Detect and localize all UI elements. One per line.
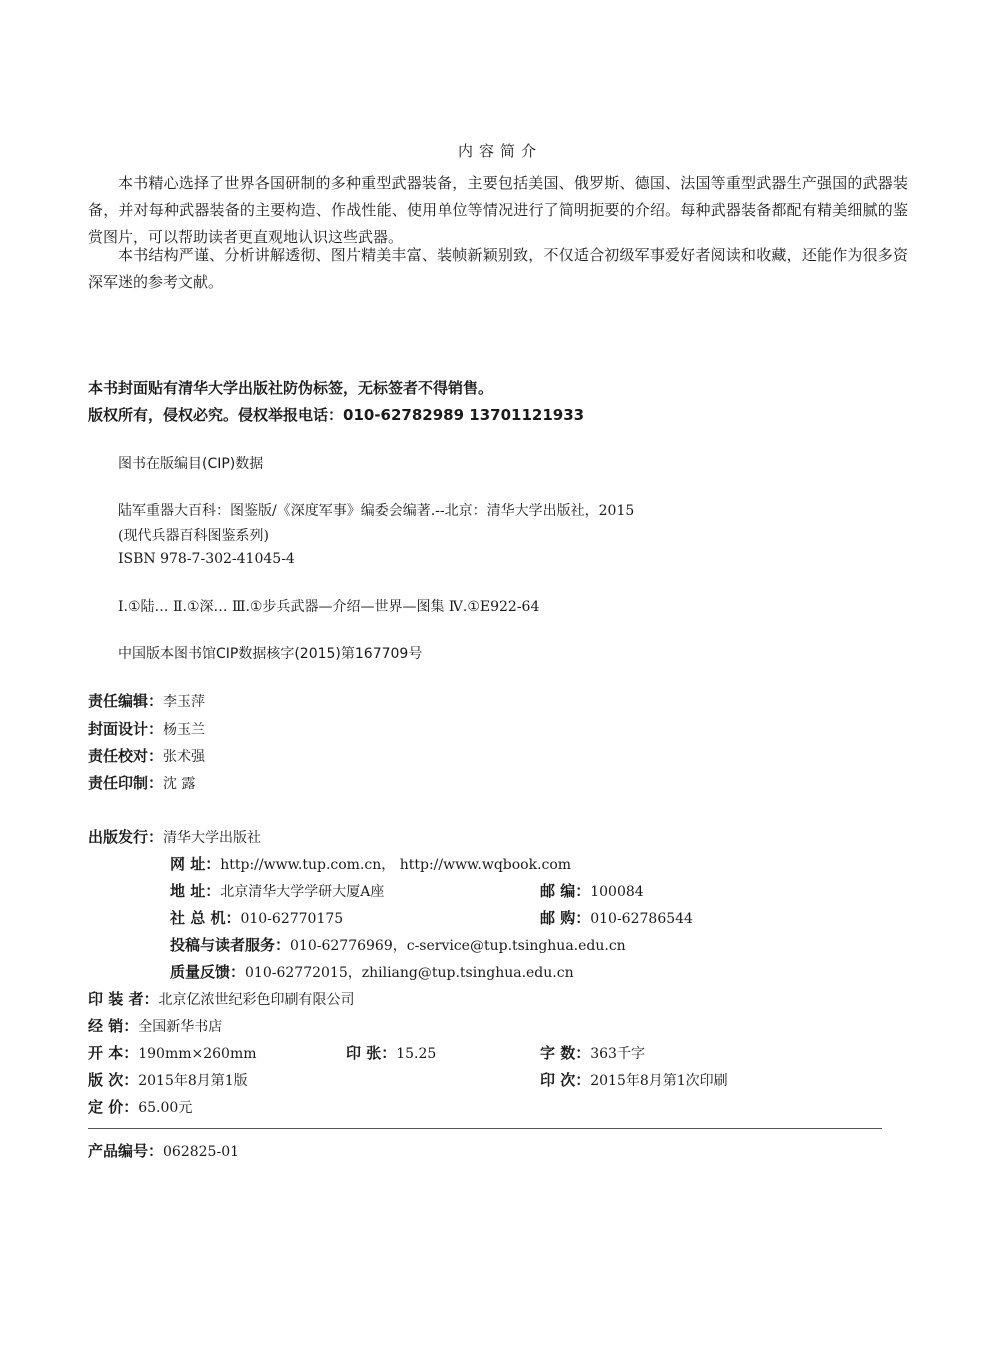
address-label: 地 址： [170, 882, 221, 900]
impression-value: 2015年8月第1次印刷 [590, 1073, 728, 1089]
service-row [170, 934, 626, 955]
format-label: 开 本： [88, 1044, 139, 1062]
switchboard-value: 010-62770175 [240, 911, 344, 927]
address-value: 北京清华大学学研大厦A座 [220, 884, 385, 900]
staff-label: 封面设计： [88, 720, 164, 738]
format-row [88, 1042, 257, 1063]
website-value: http://www.tup.com.cn， http://www.wqbook.com [220, 857, 572, 873]
word-count-label: 字 数： [540, 1044, 591, 1062]
staff-label: 责任编辑： [88, 692, 164, 710]
product-code-label: 产品编号： [88, 1142, 164, 1160]
website-label: 网 址： [170, 855, 221, 873]
product-code-row [88, 1140, 239, 1161]
word-count-row [540, 1042, 645, 1063]
address-row [170, 880, 384, 901]
price-row [88, 1096, 192, 1117]
price-label: 定 价： [88, 1098, 139, 1116]
summary-paragraph-1 [88, 170, 908, 251]
feedback-value: 010-62772015，zhiliang@tup.tsinghua.edu.cn [245, 965, 574, 981]
staff-value: 杨玉兰 [163, 722, 206, 738]
publisher-row [88, 826, 261, 847]
cip-heading: 图书在版编目(CIP)数据 [118, 456, 264, 472]
staff-value: 张术强 [163, 749, 206, 765]
feedback-label: 质量反馈： [170, 963, 246, 981]
staff-row-proofread [88, 745, 205, 766]
mail-order-label: 邮 购： [540, 909, 591, 927]
sheets-label: 印 张： [346, 1044, 397, 1062]
divider-line [88, 1128, 882, 1129]
switchboard-row [170, 907, 343, 928]
cip-isbn: ISBN 978-7-302-41045-4 [118, 551, 295, 567]
cip-approval: 中国版本图书馆CIP数据核字(2015)第167709号 [118, 646, 423, 662]
summary-paragraph-1-text: 本书精心选择了世界各国研制的多种重型武器装备，主要包括美国、俄罗斯、德国、法国等重型武器生产强国的武器装备，并对每种武器装备的主要构造、作战性能、使用单位等情况进行了简明扼要的介绍。每种武器装备都配有精美细腻的鉴赏图片，可以帮助读者更直观地认识这些武器。 [88, 174, 908, 246]
anti-counterfeit-notice: 本书封面贴有清华大学出版社防伪标签，无标签者不得销售。 [88, 379, 494, 397]
cip-series: (现代兵器百科图鉴系列) [118, 528, 269, 544]
word-count-value: 363千字 [590, 1046, 645, 1062]
printer-row [88, 988, 354, 1009]
switchboard-label: 社 总 机： [170, 909, 241, 927]
staff-label: 责任校对： [88, 747, 164, 765]
impression-row [540, 1069, 728, 1090]
staff-label: 责任印制： [88, 774, 164, 792]
staff-row-editor [88, 690, 205, 711]
service-value: 010-62776969，c-service@tup.tsinghua.edu.cn [290, 938, 626, 954]
staff-row-print [88, 772, 195, 793]
summary-paragraph-2-text: 本书结构严谨、分析讲解透彻、图片精美丰富、装帧新颖别致，不仅适合初级军事爱好者阅读和收藏，还能作为很多资深军迷的参考文献。 [88, 246, 908, 291]
postcode-label: 邮 编： [540, 882, 591, 900]
staff-value: 李玉萍 [163, 694, 206, 710]
sheets-row [346, 1042, 436, 1063]
distributor-row [88, 1015, 222, 1036]
impression-label: 印 次： [540, 1071, 591, 1089]
service-label: 投稿与读者服务： [170, 936, 291, 954]
cip-classification: Ⅰ.①陆… Ⅱ.①深… Ⅲ.①步兵武器—介绍—世界—图集 Ⅳ.①E922-64 [118, 599, 540, 615]
mail-order-row [540, 907, 693, 928]
cip-line-1: 陆军重器大百科：图鉴版/《深度军事》编委会编著.--北京：清华大学出版社，2015 [118, 503, 635, 519]
sheets-value: 15.25 [396, 1046, 437, 1062]
edition-row [88, 1069, 248, 1090]
postcode-row [540, 880, 644, 901]
summary-title: 内容简介 [457, 142, 542, 160]
postcode-value: 100084 [590, 884, 644, 900]
product-code-value: 062825-01 [163, 1144, 240, 1160]
edition-label: 版 次： [88, 1071, 139, 1089]
staff-value: 沈 露 [163, 776, 196, 792]
summary-paragraph-2 [88, 242, 908, 296]
publisher-name: 清华大学出版社 [163, 830, 262, 846]
publisher-label: 出版发行： [88, 828, 164, 846]
distributor-value: 全国新华书店 [138, 1019, 223, 1035]
distributor-label: 经 销： [88, 1017, 139, 1035]
mail-order-value: 010-62786544 [590, 911, 693, 927]
format-value: 190mm×260mm [138, 1046, 257, 1062]
staff-row-cover [88, 718, 205, 739]
printer-value: 北京亿浓世纪彩色印刷有限公司 [158, 992, 355, 1008]
edition-value: 2015年8月第1版 [138, 1073, 248, 1089]
price-value: 65.00元 [138, 1100, 193, 1116]
copyright-notice: 版权所有，侵权必究。侵权举报电话：010-62782989 13701121933 [88, 406, 585, 424]
printer-label: 印 装 者： [88, 990, 159, 1008]
feedback-row [170, 961, 574, 982]
website-row [170, 853, 571, 874]
